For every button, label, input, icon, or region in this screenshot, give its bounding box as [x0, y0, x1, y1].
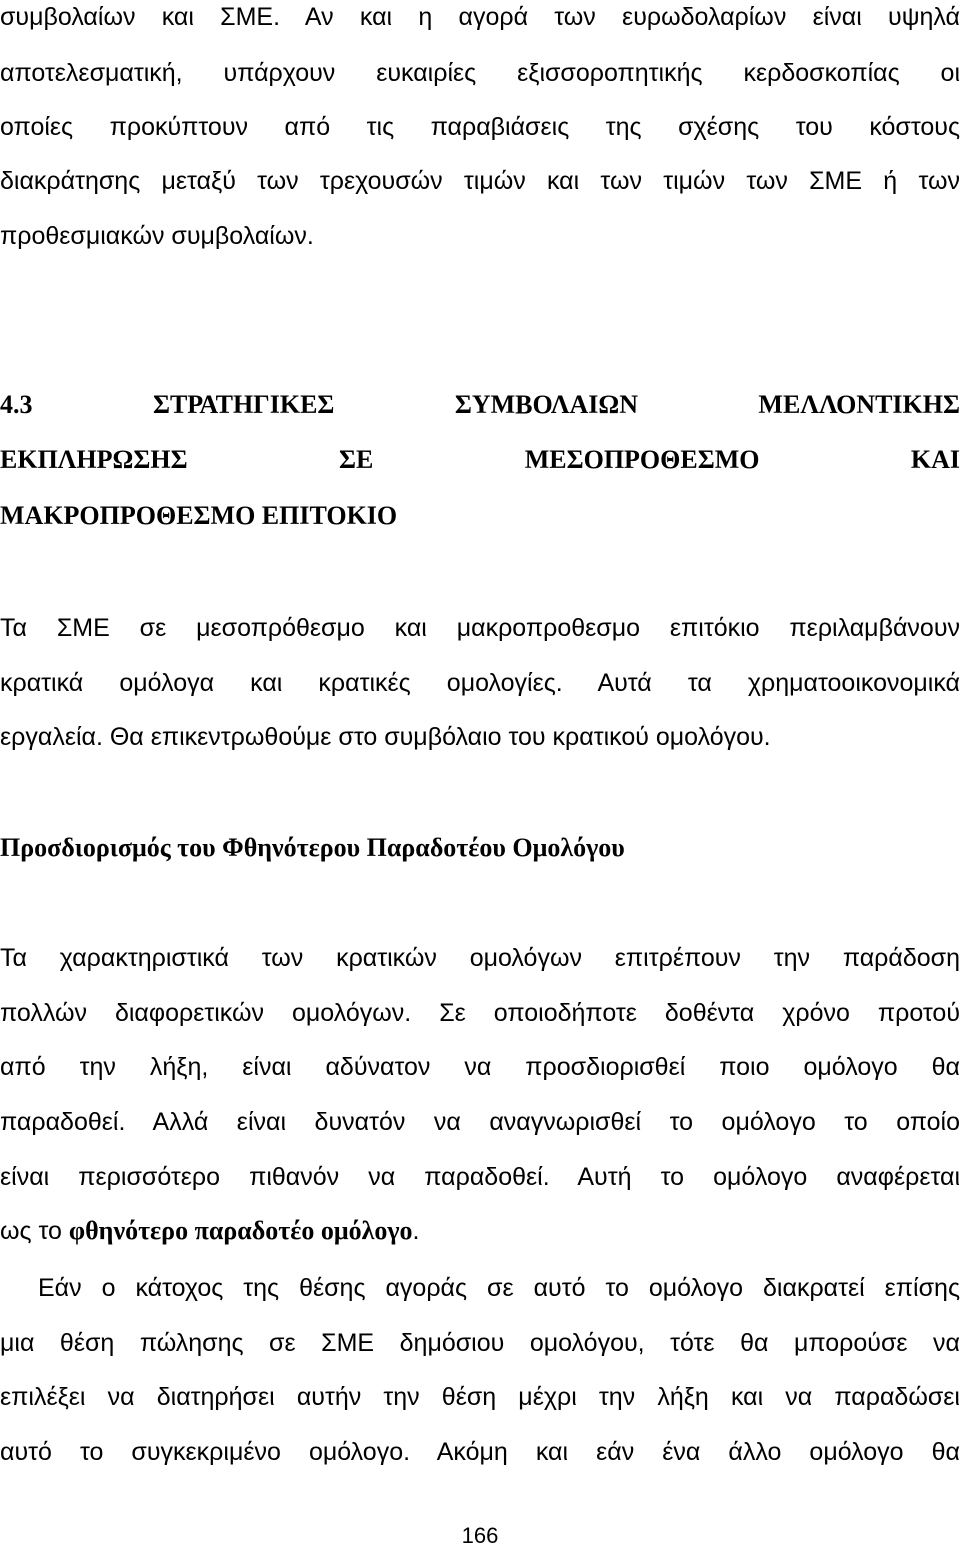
- paragraph-4-line-2: μια θέση πώλησης σε ΣΜΕ δημόσιου ομολόγου, τότε θα μπορούσε να: [0, 1329, 960, 1357]
- paragraph-3-line-1: Τα χαρακτηριστικά των κρατικών ομολόγων επιτρέπουν την παράδοση: [0, 944, 960, 972]
- emphasis-cheapest-to-deliver: φθηνότερο παραδοτέο ομόλογο: [68, 1216, 413, 1245]
- subheading: Προσδιορισμός του Φθηνότερου Παραδοτέου Ομολόγου: [0, 833, 625, 862]
- section-heading-line-2: ΕΚΠΛΗΡΩΣΗΣ ΣΕ ΜΕΣΟΠΡΟΘΕΣΜΟ ΚΑΙ: [0, 445, 960, 474]
- paragraph-3-line-5: είναι περισσότερο πιθανόν να παραδοθεί. Αυτή το ομόλογο αναφέρεται: [0, 1163, 960, 1191]
- paragraph-3-line-4: παραδοθεί. Αλλά είναι δυνατόν να αναγνωρισθεί το ομόλογο το οποίο: [0, 1108, 960, 1136]
- paragraph-3-line-6-prefix: ως το: [0, 1217, 69, 1245]
- section-heading-line-1: 4.3 ΣΤΡΑΤΗΓΙΚΕΣ ΣΥΜΒΟΛΑΙΩΝ ΜΕΛΛΟΝΤΙΚΗΣ: [0, 390, 960, 419]
- paragraph-1-line-5: προθεσμιακών συμβολαίων.: [0, 222, 314, 250]
- paragraph-3-line-3: από την λήξη, είναι αδύνατον να προσδιορισθεί ποιο ομόλογο θα: [0, 1053, 960, 1081]
- paragraph-1-line-3: οποίες προκύπτουν από τις παραβιάσεις της σχέσης του κόστους: [0, 113, 960, 141]
- paragraph-4-line-3: επιλέξει να διατηρήσει αυτήν την θέση μέχρι την λήξη και να παραδώσει: [0, 1383, 960, 1411]
- paragraph-3-line-2: πολλών διαφορετικών ομολόγων. Σε οποιοδήποτε δοθέντα χρόνο προτού: [0, 999, 960, 1027]
- paragraph-3-line-6: [0, 1216, 960, 1246]
- section-heading-line-3: ΜΑΚΡΟΠΡΟΘΕΣΜΟ ΕΠΙΤΟΚΙΟ: [0, 501, 398, 530]
- page-number: 166: [461, 1523, 499, 1548]
- paragraph-1-line-1: συμβολαίων και ΣΜΕ. Αν και η αγορά των ευρωδολαρίων είναι υψηλά: [0, 3, 960, 31]
- paragraph-1-line-2: αποτελεσματική, υπάρχουν ευκαιρίες εξισσοροπητικής κερδοσκοπίας οι: [0, 59, 960, 87]
- paragraph-1-line-4: διακράτησης μεταξύ των τρεχουσών τιμών και των τιμών των ΣΜΕ ή των: [0, 167, 960, 195]
- paragraph-4-line-1: Εάν ο κάτοχος της θέσης αγοράς σε αυτό το ομόλογο διακρατεί επίσης: [38, 1274, 960, 1302]
- paragraph-3-line-6-suffix: .: [412, 1217, 420, 1245]
- paragraph-4-line-4: αυτό το συγκεκριμένο ομόλογο. Ακόμη και εάν ένα άλλο ομόλογο θα: [0, 1438, 960, 1466]
- paragraph-2-line-1: Τα ΣΜΕ σε μεσοπρόθεσμο και μακροπροθεσμο επιτόκιο περιλαμβάνουν: [0, 614, 960, 642]
- paragraph-2-line-2: κρατικά ομόλογα και κρατικές ομολογίες. Αυτά τα χρηματοοικονομικά: [0, 669, 960, 697]
- paragraph-2-line-3: εργαλεία. Θα επικεντρωθούμε στο συμβόλαιο του κρατικού ομολόγου.: [0, 723, 771, 751]
